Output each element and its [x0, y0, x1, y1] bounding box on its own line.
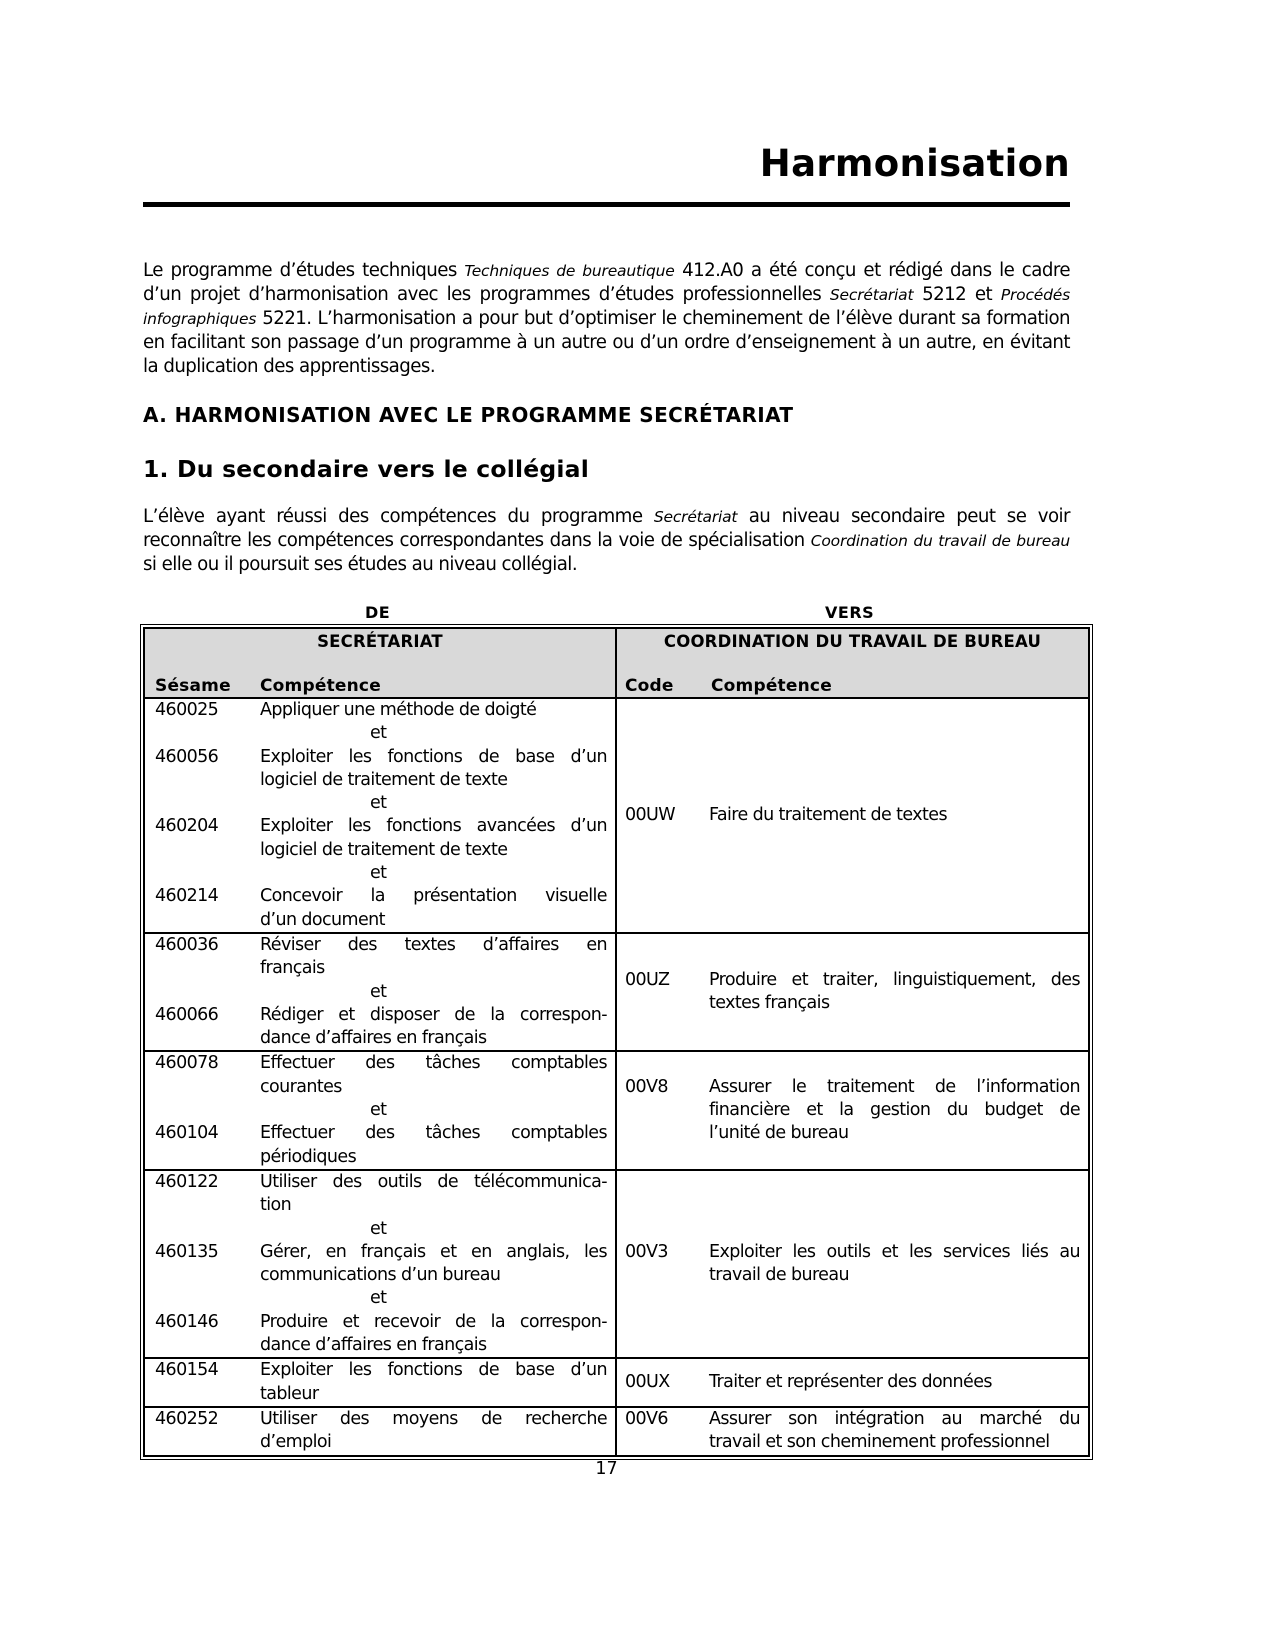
competency-code: 00V6	[624, 1408, 668, 1429]
from-competencies-cell	[144, 698, 616, 933]
table-row	[144, 1407, 1089, 1456]
competency-text: Concevoir la présentation visuelle	[260, 886, 607, 907]
from-program-header: SECRÉTARIAT	[144, 628, 616, 672]
competency-code: 00V3	[624, 1241, 668, 1262]
competency-code: 00UX	[624, 1371, 670, 1392]
competency-line	[155, 1052, 607, 1075]
program-name: Secrétariat	[653, 508, 738, 526]
competency-text: Produire et recevoir de la correspon-	[260, 1311, 607, 1332]
competency-description	[709, 1408, 1080, 1455]
sesame-code-spacer	[155, 1194, 260, 1217]
sesame-code: 460214	[155, 886, 219, 907]
competency-text: logiciel de traitement de texte	[260, 839, 508, 860]
competency-text: Exploiter les fonctions avancées d’un	[260, 816, 607, 837]
sesame-code-spacer	[155, 1383, 260, 1406]
competency-description-line: textes français	[708, 993, 830, 1014]
program-name: Techniques de bureautique	[464, 262, 675, 280]
sesame-code: 460104	[155, 1123, 219, 1144]
text-run: au niveau secondaire peut se voir reconnaître les compétences correspondantes dans la voie de spécialisation	[143, 506, 1070, 551]
competency-line	[155, 1408, 607, 1431]
section-heading: A. HARMONISATION AVEC LE PROGRAMME SECRÉTARIAT	[143, 403, 794, 427]
competency-line	[155, 957, 607, 980]
connector-and: et	[370, 863, 387, 884]
competency-text: communications d’un bureau	[260, 1265, 501, 1286]
competency-text: Exploiter les fonctions de base d’un	[260, 746, 607, 767]
competency-text: dance d’affaires en français	[260, 1335, 487, 1356]
competency-description	[709, 969, 1080, 1016]
to-program-header: COORDINATION DU TRAVAIL DE BUREAU	[616, 628, 1089, 672]
connector-and: et	[370, 723, 387, 744]
competency-text: d’emploi	[260, 1432, 332, 1453]
competency-description-line: l’unité de bureau	[708, 1123, 849, 1144]
competency-line	[155, 1383, 607, 1406]
sesame-code: 460146	[155, 1311, 219, 1332]
from-competencies-cell	[144, 933, 616, 1051]
competency-text: tion	[260, 1195, 292, 1216]
competency-line	[155, 1194, 607, 1217]
competency-code: 00UZ	[624, 969, 670, 990]
competency-line	[155, 1171, 607, 1194]
table-row	[144, 1358, 1089, 1407]
connector-and: et	[370, 1100, 387, 1121]
sesame-code-spacer	[155, 1076, 260, 1099]
competency-code: 00V8	[624, 1076, 668, 1097]
connector-and: et	[370, 1288, 387, 1309]
competency-text: Utiliser des outils de télécommunica-	[260, 1171, 607, 1192]
to-column-headers	[616, 672, 1089, 698]
to-competency-cell	[616, 933, 1089, 1051]
competency-line	[155, 746, 607, 769]
sesame-code-spacer	[155, 1431, 260, 1454]
to-competency-cell	[616, 1051, 1089, 1169]
text-run: L’élève ayant réussi des compétences du programme	[143, 506, 654, 527]
competency-line	[155, 909, 607, 932]
competency-description-line: Traiter et représenter des données	[708, 1371, 992, 1392]
competency-line	[155, 839, 607, 862]
competency-text: Gérer, en français et en anglais, les	[260, 1241, 607, 1262]
text-run: 5212 et	[913, 284, 1001, 305]
sesame-code: 460135	[155, 1241, 219, 1262]
competency-code: 00UW	[624, 804, 675, 825]
sesame-code-spacer	[155, 769, 260, 792]
competency-description-line: travail de bureau	[708, 1265, 849, 1286]
competency-text: français	[260, 958, 325, 979]
text-run: Le programme d’études techniques	[143, 260, 465, 281]
competency-line	[155, 1264, 607, 1287]
table-row	[144, 1051, 1089, 1169]
competency-description-line: Produire et traiter, linguistiquement, des	[708, 969, 1080, 990]
to-competency-cell	[616, 698, 1089, 933]
competency-line	[155, 1431, 607, 1454]
competency-text: d’un document	[260, 909, 385, 930]
competency-line	[155, 1076, 607, 1099]
harmonisation-table	[143, 627, 1090, 1457]
connector-and: et	[370, 981, 387, 1002]
program-name: Procédés infographiques	[143, 286, 1070, 328]
title-divider	[143, 202, 1070, 207]
competency-line	[155, 815, 607, 838]
competency-line	[155, 1027, 607, 1050]
to-competency-cell	[616, 1407, 1089, 1456]
competency-description	[709, 1076, 1080, 1146]
table-row	[144, 698, 1089, 933]
competency-description	[709, 804, 1080, 827]
sesame-code-spacer	[155, 1334, 260, 1357]
competency-text: Rédiger et disposer de la correspon-	[260, 1004, 607, 1025]
to-competency-cell	[616, 1358, 1089, 1407]
competency-description-line: Exploiter les outils et les services liés au	[708, 1241, 1080, 1262]
competency-line	[155, 885, 607, 908]
competency-line	[155, 1146, 607, 1169]
competency-text: logiciel de traitement de texte	[260, 769, 508, 790]
sesame-code: 460078	[155, 1053, 219, 1074]
table-body	[144, 698, 1089, 1456]
text-run: si elle ou il poursuit ses études au niveau collégial.	[143, 554, 578, 575]
to-label: VERS	[825, 603, 875, 622]
competency-text: Exploiter les fonctions de base d’un	[260, 1360, 607, 1381]
competency-line	[155, 934, 607, 957]
program-name: Secrétariat	[829, 286, 914, 304]
from-competencies-cell	[144, 1170, 616, 1358]
code-column-header: Code	[624, 676, 674, 696]
competency-line	[155, 1334, 607, 1357]
page-number: 17	[595, 1459, 618, 1479]
from-column-headers	[144, 672, 616, 698]
text-run: 412.A0 a été conçu et rédigé dans le cadre d’un projet d’harmonisation avec les programmes d’études professionnelles	[143, 260, 1070, 305]
sesame-code: 460252	[155, 1408, 219, 1429]
intro-paragraph	[143, 259, 1070, 379]
competency-line	[155, 1359, 607, 1382]
connector-and: et	[370, 793, 387, 814]
sesame-code: 460025	[155, 700, 219, 720]
competency-description-line: travail et son cheminement professionnel	[708, 1432, 1050, 1453]
competency-description-line: Assurer le traitement de l’information	[708, 1076, 1080, 1097]
competency-description	[709, 1241, 1080, 1288]
sesame-code: 460056	[155, 746, 219, 767]
sesame-code-spacer	[155, 1146, 260, 1169]
competency-text: dance d’affaires en français	[260, 1028, 487, 1049]
subsection-heading: 1. Du secondaire vers le collégial	[143, 455, 589, 483]
harmonisation-table-frame	[140, 624, 1093, 1460]
from-competencies-cell	[144, 1051, 616, 1169]
competency-description-line: financière et la gestion du budget de	[708, 1100, 1080, 1121]
competency-text: Réviser des textes d’affaires en	[260, 934, 607, 955]
sesame-code-spacer	[155, 957, 260, 980]
sesame-code: 460066	[155, 1004, 219, 1025]
from-competencies-cell	[144, 1407, 616, 1456]
competency-text: périodiques	[260, 1146, 357, 1167]
competency-text: Appliquer une méthode de doigté	[260, 700, 537, 720]
text-run: 5221. L’harmonisation a pour but d’optimiser le cheminement de l’élève durant sa formation en facilitant son passage d’un programme à un autre ou d’un ordre d’enseignement à un autre, en évitant la duplication des apprentissages.	[143, 308, 1070, 377]
sesame-code: 460036	[155, 934, 219, 955]
sesame-code: 460122	[155, 1171, 219, 1192]
sesame-code: 460154	[155, 1360, 219, 1381]
connector-and: et	[370, 1218, 387, 1239]
from-competence-column-header: Compétence	[260, 676, 381, 696]
sesame-code-spacer	[155, 1027, 260, 1050]
competency-text: Utiliser des moyens de recherche	[260, 1408, 607, 1429]
competency-text: Effectuer des tâches comptables	[260, 1053, 607, 1074]
from-competencies-cell	[144, 1358, 616, 1407]
program-name: Coordination du travail de bureau	[810, 532, 1071, 550]
sesame-column-header: Sésame	[155, 676, 231, 696]
table-row	[144, 933, 1089, 1051]
lead-paragraph	[143, 505, 1070, 577]
competency-line	[155, 1122, 607, 1145]
sesame-code: 460204	[155, 816, 219, 837]
competency-description-line: Assurer son intégration au marché du	[708, 1408, 1080, 1429]
competency-description-line: Faire du traitement de textes	[708, 804, 947, 825]
competency-line	[155, 699, 607, 722]
competency-line	[155, 1241, 607, 1264]
sesame-code-spacer	[155, 1264, 260, 1287]
competency-line	[155, 769, 607, 792]
to-competence-column-header: Compétence	[710, 676, 832, 696]
to-competency-cell	[616, 1170, 1089, 1358]
competency-text: courantes	[260, 1076, 342, 1097]
competency-description	[709, 1371, 1080, 1394]
competency-text: Effectuer des tâches comptables	[260, 1123, 607, 1144]
competency-line	[155, 1004, 607, 1027]
page-title: Harmonisation	[759, 142, 1070, 185]
sesame-code-spacer	[155, 909, 260, 932]
competency-line	[155, 1311, 607, 1334]
competency-text: tableur	[260, 1383, 319, 1404]
from-label: DE	[365, 603, 391, 622]
table-row	[144, 1170, 1089, 1358]
sesame-code-spacer	[155, 839, 260, 862]
